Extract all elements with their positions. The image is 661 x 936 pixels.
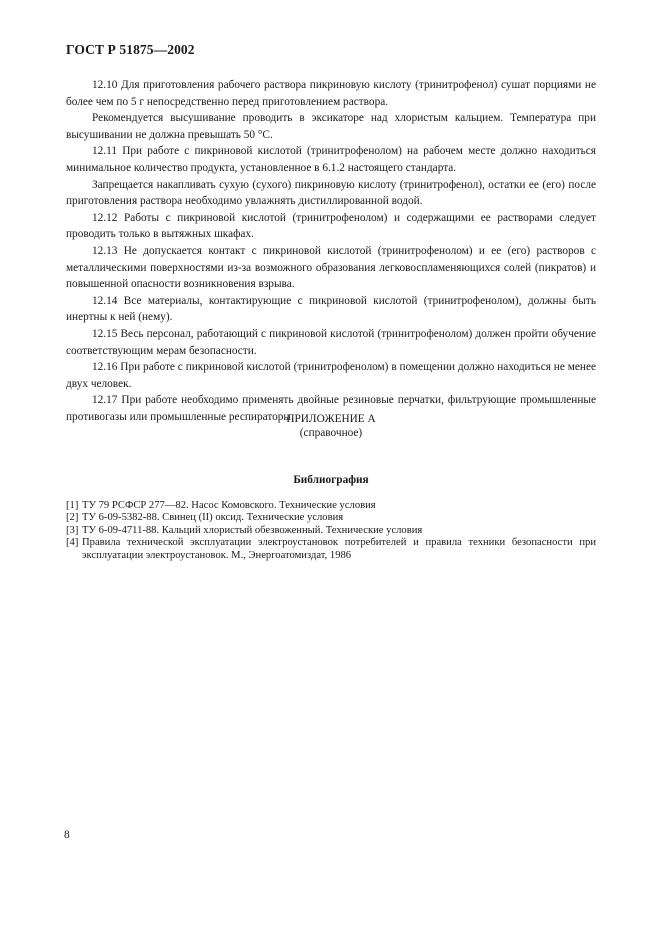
paragraph-12-12: 12.12 Работы с пикриновой кислотой (тринитрофенолом) и содержащими ее растворами следует проводить только в вытяжных шкафах. [66,211,596,241]
bibliography-item-number: [3] [66,524,79,536]
bibliography-item [66,525,596,537]
page-number: 8 [64,829,70,841]
paragraph-12-16: 12.16 При работе с пикриновой кислотой (тринитрофенолом) в помещении должно находиться не менее двух человек. [66,361,596,390]
bibliography-item-number: [1] [66,500,79,511]
bibliography-list [66,500,596,562]
bibliography-item-text: ТУ 6-09-5382-88. Свинец (II) оксид. Технические условия [82,512,344,524]
bibliography-item-text: Правила технической эксплуатации электроустановок потребителей и правила техники безопасности при эксплуатации электроустановок. М., Энергоатомиздат, 1986 [82,537,596,561]
bibliography-item-text: ТУ 6-09-4711-88. Кальций хлористый обезвоженный. Технические условия [82,524,423,536]
bibliography-item [66,500,596,512]
appendix-subtitle: (справочное) [299,427,363,439]
paragraph-12-10: 12.10 Для приготовления рабочего раствора пикриновую кислоту (тринитрофенол) сушат порциями не более чем по 5 г непосредственно перед приготовлением раствора. [66,79,596,108]
paragraph-12-15: 12.15 Весь персонал, работающий с пикриновой кислотой (тринитрофенолом) должен пройти обучение соответствующим мерам безопасности. [66,327,596,357]
bibliography-item-text: ТУ 79 РСФСР 277—82. Насос Комовского. Технические условия [82,500,376,511]
bibliography-title: Библиография [293,474,369,486]
bibliography-item-number: [2] [66,512,79,524]
bibliography-item [66,537,596,562]
paragraph-drying: Рекомендуется высушивание проводить в эксикаторе над хлористым кальцием. Температура при высушивании не должна превышать 50 °С. [66,112,596,141]
appendix-title: ПРИЛОЖЕНИЕ А [286,413,376,425]
paragraph-storage: Запрещается накапливать сухую (сухого) пикриновую кислоту (тринитрофенол), остатки ее (его) после приготовления раствора необходимо увлажнять дистиллированной водой. [66,178,596,208]
paragraph-12-11: 12.11 При работе с пикриновой кислотой (тринитрофенолом) на рабочем месте должно находиться минимальное количество продукта, установленное в 6.1.2 настоящего стандарта. [66,145,596,174]
paragraph-12-14: 12.14 Все материалы, контактирующие с пикриновой кислотой (тринитрофенолом), должны быть инертны к ней (нему). [66,294,596,324]
appendix-heading [66,412,596,440]
paragraph-12-13: 12.13 Не допускается контакт с пикриновой кислотой (тринитрофенолом) и ее (его) растворов с металлическими поверхностями из-за возможного образования легковоспламеняющихся солей (пикратов) и повышенной опасности возникновения взрыва. [66,244,596,291]
paragraph-12-17: 12.17 При работе необходимо применять двойные резиновые перчатки, фильтрующие промышленные противогазы или промышленные респираторы. [66,394,596,423]
body-text [66,77,596,425]
document-header: ГОСТ Р 51875—2002 [66,42,195,57]
bibliography-item [66,512,596,524]
bibliography-item-number: [4] [66,537,79,549]
